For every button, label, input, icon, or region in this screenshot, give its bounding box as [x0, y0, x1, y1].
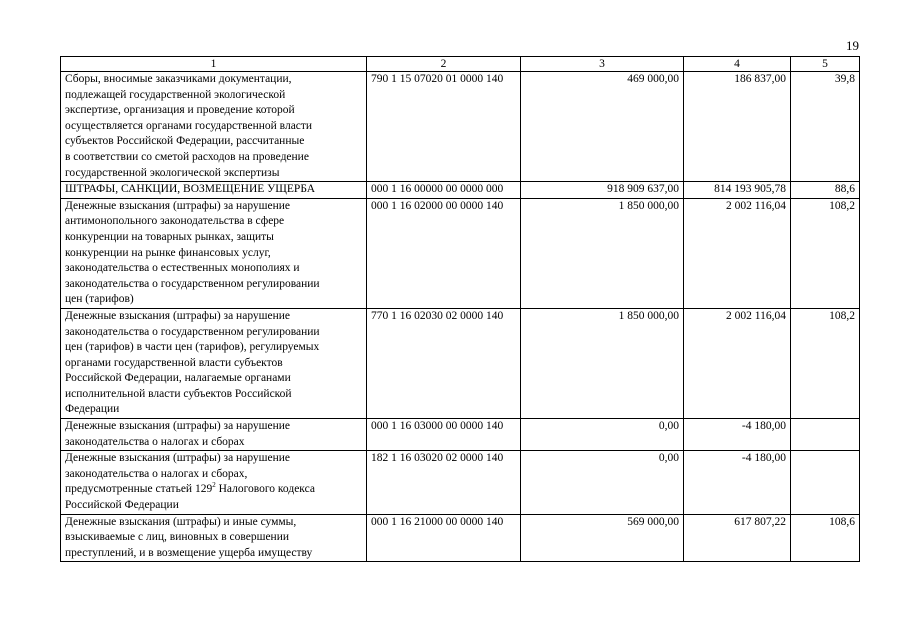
table-row [61, 451, 860, 514]
row-name-line: Денежные взыскания (штрафы) за нарушение [65, 199, 291, 212]
row-name-line: осуществляется органами государственной власти [65, 119, 313, 132]
row-name-line: Денежные взыскания (штрафы) за нарушение [65, 420, 291, 433]
row-name-line: государственной экологической экспертизы [65, 166, 280, 179]
row-name-line: конкуренции на товарных рынках, защиты [65, 230, 274, 243]
row-name-line: цен (тарифов) в части цен (тарифов), регулируемых [65, 341, 320, 354]
row-name-line: подлежащей государственной экологической [65, 88, 286, 101]
row-percent [791, 419, 860, 451]
row-plan: 1 850 000,00 [521, 308, 684, 418]
row-percent: 88,6 [791, 182, 860, 199]
row-name-line: Денежные взыскания (штрафы) за нарушение [65, 309, 291, 322]
row-percent [791, 451, 860, 514]
table-row [61, 514, 860, 562]
row-name-line: экспертизе, организация и проведение которой [65, 104, 295, 117]
row-name-line: конкуренции на рынке финансовых услуг, [65, 246, 271, 259]
row-code: 000 1 16 03000 00 0000 140 [367, 419, 521, 451]
row-percent: 108,2 [791, 308, 860, 418]
row-plan: 0,00 [521, 419, 684, 451]
row-code: 000 1 16 02000 00 0000 140 [367, 198, 521, 308]
row-name [61, 419, 367, 451]
row-plan: 0,00 [521, 451, 684, 514]
table-row [61, 308, 860, 418]
row-name [61, 451, 367, 514]
page-number: 19 [846, 38, 859, 53]
header-col-1: 1 [61, 57, 367, 72]
row-code: 000 1 16 21000 00 0000 140 [367, 514, 521, 562]
row-name-line: Сборы, вносимые заказчиками документации, [65, 73, 292, 85]
table-row [61, 198, 860, 308]
row-name-line: ШТРАФЫ, САНКЦИИ, ВОЗМЕЩЕНИЕ УЩЕРБА [65, 183, 316, 196]
row-name-line: субъектов Российской Федерации, рассчитанные [65, 135, 305, 148]
row-name-line: Денежные взыскания (штрафы) за нарушение [65, 452, 291, 465]
row-name [61, 514, 367, 562]
row-name-line: Российской Федерации [65, 499, 179, 512]
row-name-line: в соответствии со сметой расходов на проведение [65, 150, 309, 163]
row-name-line: антимонопольного законодательства в сфере [65, 215, 285, 228]
table-row [61, 182, 860, 199]
row-fact: 2 002 116,04 [684, 308, 791, 418]
row-fact: 814 193 905,78 [684, 182, 791, 199]
budget-revenue-table [60, 56, 860, 562]
row-code: 770 1 16 02030 02 0000 140 [367, 308, 521, 418]
row-name-line: законодательства о государственном регулировании [65, 325, 320, 338]
row-name-line: Российской Федерации, налагаемые органами [65, 372, 291, 385]
row-name-line: исполнительной власти субъектов Российской [65, 387, 292, 400]
header-col-4: 4 [684, 57, 791, 72]
row-fact: 617 807,22 [684, 514, 791, 562]
row-name-line: законодательства о естественных монополиях и [65, 262, 300, 275]
row-code: 182 1 16 03020 02 0000 140 [367, 451, 521, 514]
row-fact: 2 002 116,04 [684, 198, 791, 308]
row-name [61, 308, 367, 418]
row-plan: 469 000,00 [521, 72, 684, 182]
row-name-line: органами государственной власти субъектов [65, 356, 283, 369]
row-name-line: Денежные взыскания (штрафы) и иные суммы, [65, 515, 297, 528]
row-name-line: законодательства о государственном регулировании [65, 277, 320, 290]
row-name-line: преступлений, и в возмещение ущерба имуществу [65, 546, 313, 559]
row-plan: 1 850 000,00 [521, 198, 684, 308]
table-row [61, 72, 860, 182]
row-percent: 108,2 [791, 198, 860, 308]
table-header-row [61, 57, 860, 72]
row-plan: 569 000,00 [521, 514, 684, 562]
row-name-line: законодательства о налогах и сборах, [65, 467, 248, 480]
row-percent: 39,8 [791, 72, 860, 182]
header-col-5: 5 [791, 57, 860, 72]
header-col-3: 3 [521, 57, 684, 72]
row-name-line: законодательства о налогах и сборах [65, 435, 245, 448]
row-name-line: предусмотренные статьей $129^2$ Налогового кодекса [65, 481, 315, 496]
row-name-line: цен (тарифов) [65, 293, 134, 306]
row-name [61, 198, 367, 308]
row-plan: 918 909 637,00 [521, 182, 684, 199]
row-percent: 108,6 [791, 514, 860, 562]
row-fact: -4 180,00 [684, 451, 791, 514]
row-fact: -4 180,00 [684, 419, 791, 451]
row-code: 790 1 15 07020 01 0000 140 [367, 72, 521, 182]
table-row [61, 419, 860, 451]
row-name-line: Федерации [65, 403, 120, 416]
row-name [61, 72, 367, 182]
row-code: 000 1 16 00000 00 0000 000 [367, 182, 521, 199]
header-col-2: 2 [367, 57, 521, 72]
row-name-line: взыскиваемые с лиц, виновных в совершении [65, 531, 290, 544]
row-fact: 186 837,00 [684, 72, 791, 182]
row-name [61, 182, 367, 199]
